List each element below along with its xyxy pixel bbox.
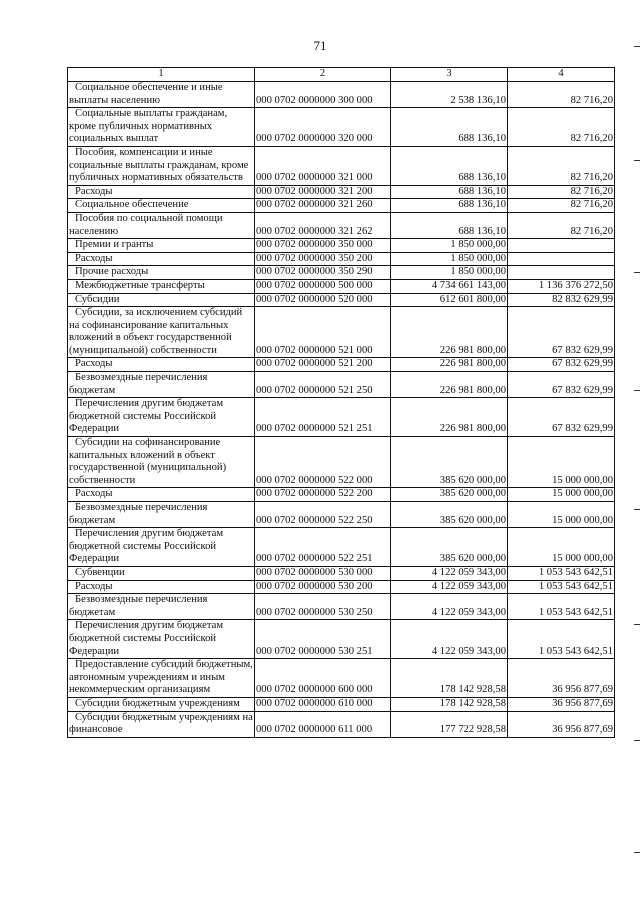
- row-col3-amount: 385 620 000,00: [391, 437, 508, 488]
- page-number: 71: [313, 38, 327, 53]
- row-name-cell: Субсидии, за исключением субсидий на софинансирование капитальных вложений в объект государственной (муниципальной) собственности: [68, 307, 255, 358]
- row-name-cell: Пособия по социальной помощи населению: [68, 212, 255, 238]
- table-row: [68, 528, 615, 567]
- row-col3-amount: 4 122 059 343,00: [391, 580, 508, 594]
- row-name-cell: Расходы: [68, 358, 255, 372]
- row-col3-amount: 688 136,10: [391, 212, 508, 238]
- row-code-cell: 000 0702 0000000 530 250: [255, 594, 391, 620]
- row-col4-amount: 36 956 877,69: [508, 711, 615, 737]
- row-code-cell: 000 0702 0000000 520 000: [255, 293, 391, 307]
- row-name-cell: Перечисления другим бюджетам бюджетной системы Российской Федерации: [68, 620, 255, 659]
- table-row: [68, 697, 615, 711]
- row-code-cell: 000 0702 0000000 522 250: [255, 502, 391, 528]
- row-col3-amount: 4 122 059 343,00: [391, 594, 508, 620]
- table-row: [68, 239, 615, 253]
- row-col4-amount: [508, 252, 615, 266]
- edge-mark: [634, 852, 640, 853]
- row-name-cell: Субсидии: [68, 293, 255, 307]
- table-row: [68, 580, 615, 594]
- row-col3-amount: 226 981 800,00: [391, 307, 508, 358]
- row-code-cell: 000 0702 0000000 321 262: [255, 212, 391, 238]
- row-col4-amount: 82 716,20: [508, 108, 615, 147]
- row-name-cell: Безвозмездные перечисления бюджетам: [68, 372, 255, 398]
- row-code-cell: 000 0702 0000000 521 000: [255, 307, 391, 358]
- row-code-cell: 000 0702 0000000 500 000: [255, 279, 391, 293]
- column-header: 4: [508, 68, 615, 82]
- row-code-cell: 000 0702 0000000 321 260: [255, 199, 391, 213]
- row-col4-amount: 1 053 543 642,51: [508, 594, 615, 620]
- row-name-cell: Прочие расходы: [68, 266, 255, 280]
- row-name-cell: Субвенции: [68, 566, 255, 580]
- row-col4-amount: 1 053 543 642,51: [508, 580, 615, 594]
- row-col4-amount: 82 716,20: [508, 199, 615, 213]
- row-col3-amount: 1 850 000,00: [391, 266, 508, 280]
- table-row: [68, 358, 615, 372]
- row-col3-amount: 688 136,10: [391, 199, 508, 213]
- row-col3-amount: 2 538 136,10: [391, 82, 508, 108]
- row-code-cell: 000 0702 0000000 350 200: [255, 252, 391, 266]
- row-col3-amount: 1 850 000,00: [391, 239, 508, 253]
- row-col3-amount: 612 601 800,00: [391, 293, 508, 307]
- table-row: [68, 566, 615, 580]
- row-name-cell: Социальное обеспечение: [68, 199, 255, 213]
- table-body: [68, 82, 615, 738]
- row-col3-amount: 226 981 800,00: [391, 372, 508, 398]
- row-col3-amount: 688 136,10: [391, 146, 508, 185]
- table-row: [68, 185, 615, 199]
- row-code-cell: 000 0702 0000000 610 000: [255, 697, 391, 711]
- table-row: [68, 372, 615, 398]
- row-col3-amount: 178 142 928,58: [391, 659, 508, 698]
- row-code-cell: 000 0702 0000000 321 200: [255, 185, 391, 199]
- row-col3-amount: 1 850 000,00: [391, 252, 508, 266]
- row-name-cell: Предоставление субсидий бюджетным, автономным учреждениям и иным некоммерческим организациям: [68, 659, 255, 698]
- table-row: [68, 620, 615, 659]
- row-name-cell: Социальное обеспечение и иные выплаты населению: [68, 82, 255, 108]
- table-row: [68, 398, 615, 437]
- row-name-cell: Расходы: [68, 185, 255, 199]
- row-col4-amount: 15 000 000,00: [508, 528, 615, 567]
- row-col3-amount: 385 620 000,00: [391, 502, 508, 528]
- row-col3-amount: 385 620 000,00: [391, 528, 508, 567]
- table-row: [68, 82, 615, 108]
- row-code-cell: 000 0702 0000000 530 200: [255, 580, 391, 594]
- row-name-cell: Безвозмездные перечисления бюджетам: [68, 502, 255, 528]
- table-row: [68, 711, 615, 737]
- column-header: 2: [255, 68, 391, 82]
- table-row: [68, 212, 615, 238]
- table-row: [68, 502, 615, 528]
- row-code-cell: 000 0702 0000000 350 290: [255, 266, 391, 280]
- edge-mark: [634, 46, 640, 47]
- row-name-cell: Расходы: [68, 252, 255, 266]
- row-name-cell: Перечисления другим бюджетам бюджетной системы Российской Федерации: [68, 528, 255, 567]
- row-col4-amount: [508, 266, 615, 280]
- edge-mark: [634, 624, 640, 625]
- row-code-cell: 000 0702 0000000 522 200: [255, 488, 391, 502]
- table-row: [68, 252, 615, 266]
- row-code-cell: 000 0702 0000000 320 000: [255, 108, 391, 147]
- row-col4-amount: 67 832 629,99: [508, 307, 615, 358]
- row-name-cell: Перечисления другим бюджетам бюджетной системы Российской Федерации: [68, 398, 255, 437]
- table-row: [68, 594, 615, 620]
- row-col4-amount: 36 956 877,69: [508, 697, 615, 711]
- row-col4-amount: 1 053 543 642,51: [508, 620, 615, 659]
- row-col3-amount: 226 981 800,00: [391, 398, 508, 437]
- row-col3-amount: 178 142 928,58: [391, 697, 508, 711]
- row-code-cell: 000 0702 0000000 521 250: [255, 372, 391, 398]
- row-col4-amount: 67 832 629,99: [508, 398, 615, 437]
- budget-table: [67, 67, 615, 738]
- table-row: [68, 279, 615, 293]
- row-code-cell: 000 0702 0000000 300 000: [255, 82, 391, 108]
- row-code-cell: 000 0702 0000000 321 000: [255, 146, 391, 185]
- row-col4-amount: 82 716,20: [508, 185, 615, 199]
- row-col4-amount: 82 716,20: [508, 212, 615, 238]
- row-col3-amount: 4 734 661 143,00: [391, 279, 508, 293]
- row-name-cell: Социальные выплаты гражданам, кроме публичных нормативных социальных выплат: [68, 108, 255, 147]
- table-row: [68, 146, 615, 185]
- row-name-cell: Пособия, компенсации и иные социальные выплаты гражданам, кроме публичных нормативных обязательств: [68, 146, 255, 185]
- row-col4-amount: 15 000 000,00: [508, 488, 615, 502]
- row-code-cell: 000 0702 0000000 521 200: [255, 358, 391, 372]
- row-name-cell: Расходы: [68, 488, 255, 502]
- row-code-cell: 000 0702 0000000 522 251: [255, 528, 391, 567]
- table-row: [68, 659, 615, 698]
- edge-mark: [634, 509, 640, 510]
- edge-mark: [634, 160, 640, 161]
- row-col3-amount: 688 136,10: [391, 185, 508, 199]
- row-col3-amount: 4 122 059 343,00: [391, 620, 508, 659]
- row-col4-amount: 1 053 543 642,51: [508, 566, 615, 580]
- row-name-cell: Субсидии на софинансирование капитальных вложений в объект государственной (муниципальной) собственности: [68, 437, 255, 488]
- row-code-cell: 000 0702 0000000 530 000: [255, 566, 391, 580]
- row-col4-amount: 15 000 000,00: [508, 502, 615, 528]
- edge-mark: [634, 390, 640, 391]
- row-col4-amount: 15 000 000,00: [508, 437, 615, 488]
- table-row: [68, 488, 615, 502]
- row-col3-amount: 385 620 000,00: [391, 488, 508, 502]
- row-code-cell: 000 0702 0000000 350 000: [255, 239, 391, 253]
- row-col4-amount: [508, 239, 615, 253]
- row-col4-amount: 67 832 629,99: [508, 372, 615, 398]
- edge-mark: [634, 740, 640, 741]
- table-row: [68, 199, 615, 213]
- row-col4-amount: 67 832 629,99: [508, 358, 615, 372]
- row-code-cell: 000 0702 0000000 600 000: [255, 659, 391, 698]
- row-col4-amount: 36 956 877,69: [508, 659, 615, 698]
- row-col3-amount: 177 722 928,58: [391, 711, 508, 737]
- row-name-cell: Субсидии бюджетным учреждениям: [68, 697, 255, 711]
- column-header: 1: [68, 68, 255, 82]
- row-col4-amount: 1 136 376 272,50: [508, 279, 615, 293]
- row-col3-amount: 688 136,10: [391, 108, 508, 147]
- row-name-cell: Расходы: [68, 580, 255, 594]
- column-header: 3: [391, 68, 508, 82]
- table-row: [68, 437, 615, 488]
- row-col4-amount: 82 716,20: [508, 82, 615, 108]
- table-row: [68, 266, 615, 280]
- row-name-cell: Премии и гранты: [68, 239, 255, 253]
- table-row: [68, 293, 615, 307]
- row-code-cell: 000 0702 0000000 611 000: [255, 711, 391, 737]
- row-col4-amount: 82 716,20: [508, 146, 615, 185]
- row-code-cell: 000 0702 0000000 530 251: [255, 620, 391, 659]
- row-name-cell: Субсидии бюджетным учреждениям на финансовое: [68, 711, 255, 737]
- edge-mark: [634, 272, 640, 273]
- table-row: [68, 108, 615, 147]
- row-col4-amount: 82 832 629,99: [508, 293, 615, 307]
- row-name-cell: Межбюджетные трансферты: [68, 279, 255, 293]
- row-code-cell: 000 0702 0000000 521 251: [255, 398, 391, 437]
- table-row: [68, 307, 615, 358]
- table-header-row: [68, 68, 615, 82]
- row-name-cell: Безвозмездные перечисления бюджетам: [68, 594, 255, 620]
- row-col3-amount: 226 981 800,00: [391, 358, 508, 372]
- row-code-cell: 000 0702 0000000 522 000: [255, 437, 391, 488]
- row-col3-amount: 4 122 059 343,00: [391, 566, 508, 580]
